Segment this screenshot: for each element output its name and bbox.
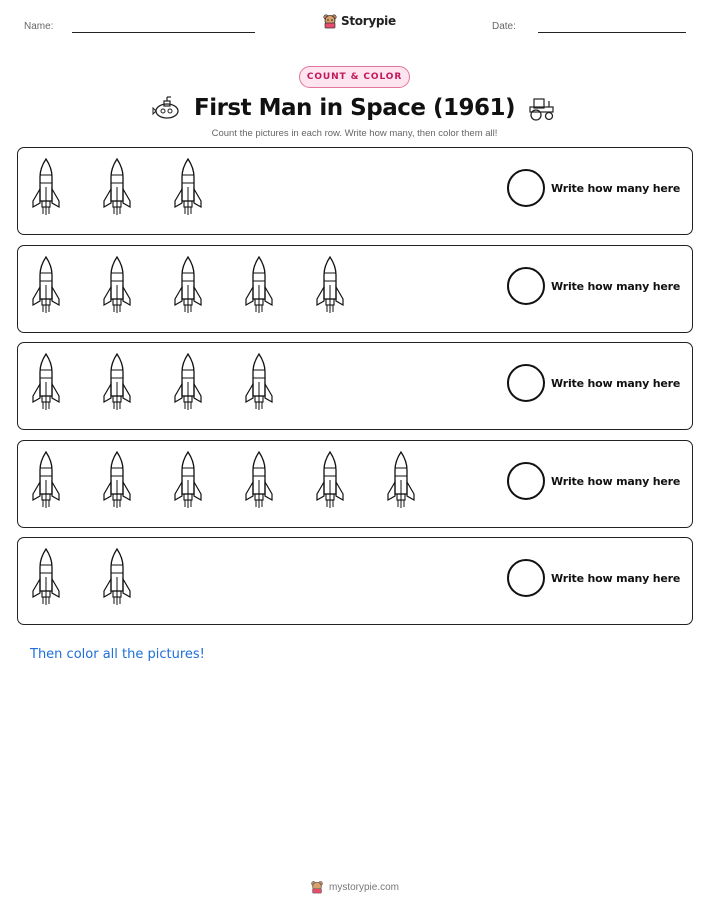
rocket-icon bbox=[101, 352, 133, 412]
rocket-icon bbox=[30, 157, 62, 217]
rocket-icon bbox=[243, 255, 275, 315]
bear-reading-icon bbox=[310, 880, 324, 894]
rocket-icon bbox=[30, 255, 62, 315]
title-row bbox=[0, 90, 709, 126]
footer-url: mystorypie.com bbox=[328, 881, 399, 893]
rocket-icon bbox=[172, 352, 204, 412]
rocket-icon bbox=[243, 352, 275, 412]
count-row bbox=[17, 245, 693, 333]
submarine-icon bbox=[152, 93, 182, 123]
answer-label: Write how many here bbox=[551, 182, 681, 195]
answer-label: Write how many here bbox=[551, 474, 681, 488]
rocket-icon bbox=[314, 450, 346, 510]
answer-label: Write how many here bbox=[551, 377, 681, 390]
count-row bbox=[17, 537, 693, 625]
instructions: Count the pictures in each row. Write how many, then color them all! bbox=[211, 128, 498, 139]
page-title: First Man in Space (1961) bbox=[193, 95, 515, 121]
answer-circle[interactable] bbox=[507, 267, 545, 305]
answer-circle[interactable] bbox=[507, 559, 545, 597]
rocket-icon bbox=[172, 157, 204, 217]
date-label: Date: bbox=[492, 21, 516, 32]
rocket-icon bbox=[101, 450, 133, 510]
answer-circle[interactable] bbox=[507, 364, 545, 402]
color-instruction: Then color all the pictures! bbox=[30, 647, 205, 662]
rocket-icon bbox=[172, 255, 204, 315]
rocket-icon bbox=[30, 352, 62, 412]
worksheet-header bbox=[0, 0, 709, 50]
counting-rows bbox=[17, 147, 693, 635]
answer-circle[interactable] bbox=[507, 462, 545, 500]
answer-label: Write how many here bbox=[551, 572, 681, 585]
activity-badge: COUNT & COLOR bbox=[299, 66, 410, 88]
rocket-icon bbox=[385, 450, 417, 510]
rocket-icon bbox=[30, 450, 62, 510]
count-row bbox=[17, 440, 693, 528]
tractor-icon bbox=[527, 93, 557, 123]
brand bbox=[322, 13, 396, 29]
brand-name: Storypie bbox=[341, 14, 396, 28]
name-line[interactable] bbox=[72, 32, 255, 33]
answer-label: Write how many here bbox=[551, 279, 681, 293]
rocket-icon bbox=[101, 255, 133, 315]
rocket-icon bbox=[101, 157, 133, 217]
rocket-icon bbox=[314, 255, 346, 315]
rocket-icon bbox=[243, 450, 275, 510]
date-line[interactable] bbox=[538, 32, 686, 33]
name-label: Name: bbox=[24, 21, 54, 32]
bear-reading-icon bbox=[322, 13, 338, 29]
rocket-icon bbox=[172, 450, 204, 510]
count-row bbox=[17, 147, 693, 235]
answer-circle[interactable] bbox=[507, 169, 545, 207]
rocket-icon bbox=[30, 547, 62, 607]
count-row bbox=[17, 342, 693, 430]
rocket-icon bbox=[101, 547, 133, 607]
footer bbox=[0, 880, 709, 894]
